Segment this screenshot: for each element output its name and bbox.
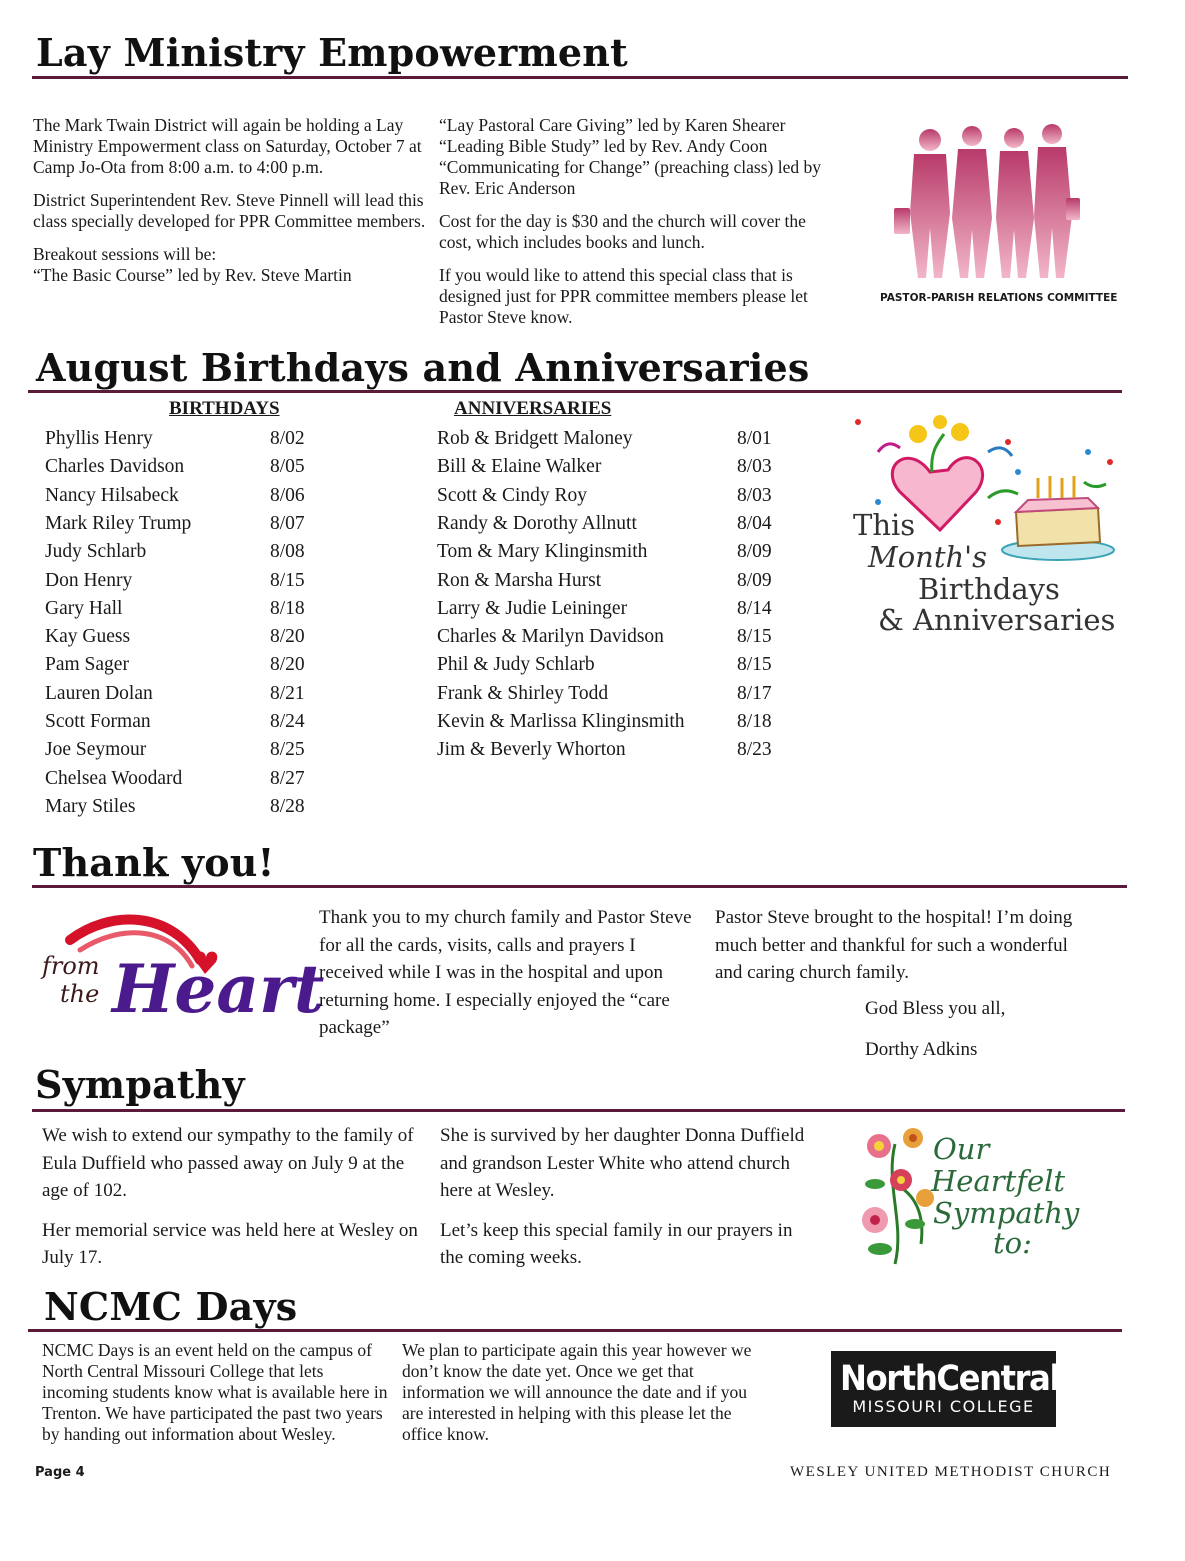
lay-paragraph: “The Basic Course” led by Rev. Steve Martin [33,265,352,285]
birthdays-heading: BIRTHDAYS [169,398,280,419]
list-item-date: 8/18 [270,597,305,619]
ncmc-logo-line1: NorthCentral [840,1359,1060,1399]
ncmc-logo [831,1351,1060,1427]
list-item-name: Ron & Marsha Hurst [437,569,602,591]
sympathy-paragraph: She is survived by her daughter Donna Duffield and grandson Lester White who attend church here at Wesley. [440,1125,805,1201]
footer-church-name: WESLEY UNITED METHODIST CHURCH [790,1464,1112,1480]
list-item-name: Kay Guess [45,626,131,648]
list-item-date: 8/17 [737,682,772,704]
list-item-name: Judy Schlarb [45,541,147,563]
list-item-name: Scott Forman [45,711,151,732]
birthdays-section-title: August Birthdays and Anniversaries [36,345,810,390]
list-item-name: Phil & Judy Schlarb [437,654,595,676]
clipart-text-line: Heartfelt [931,1164,1066,1198]
flower-bouquet-icon [855,1124,945,1274]
list-item-date: 8/20 [270,626,305,648]
list-item-date: 8/18 [737,711,772,732]
birthday-clipart [848,412,1128,642]
ncmc-rule [28,1329,1122,1332]
lay-paragraph: The Mark Twain District will again be holding a Lay Ministry Empowerment class on Saturday, October 7 at Camp Jo-Ota from 8:00 a.m. to 4:00 p.m. [33,115,422,177]
ppr-figures-icon [880,118,1090,283]
thank-you-column-2 [715,904,1090,987]
ppr-committee-caption: PASTOR-PARISH RELATIONS COMMITTEE [880,292,1118,304]
thank-you-signature: Dorthy Adkins [865,1039,978,1060]
clipart-text-the: the [60,980,100,1008]
thank-you-rule [32,885,1127,888]
list-item-name: Pam Sager [45,654,129,676]
list-item-name: Bill & Elaine Walker [437,456,602,478]
list-item-date: 8/01 [737,428,772,449]
list-item-date: 8/23 [737,739,772,761]
page-number: Page 4 [35,1465,85,1480]
ppr-committee-logo [880,118,1118,308]
lay-session: “Lay Pastoral Care Giving” led by Karen Shearer [439,115,786,135]
list-item-date: 8/27 [270,767,305,789]
list-item-name: Frank & Shirley Todd [437,682,609,704]
lay-paragraph: District Superintendent Rev. Steve Pinnell will lead this class specially developed for PPR Committee members. [33,190,426,231]
list-item-date: 8/15 [270,569,305,591]
list-item-date: 8/24 [270,711,305,732]
birthdays-section-rule [28,390,1122,393]
sympathy-clipart [855,1124,1080,1274]
list-item-name: Larry & Judie Leininger [437,597,628,619]
list-item-name: Scott & Cindy Roy [437,484,588,506]
list-item-date: 8/07 [270,512,305,534]
ncmc-column-2 [402,1340,757,1445]
list-item-name: Don Henry [45,569,133,591]
lay-ministry-column-1 [33,115,428,286]
list-item-name: Nancy Hilsabeck [45,484,179,506]
list-item-date: 8/08 [270,541,305,563]
list-item-name: Chelsea Woodard [45,767,183,789]
list-item-name: Mary Stiles [45,795,136,817]
list-item-date: 8/09 [737,541,772,563]
list-item-name: Joe Seymour [45,739,147,761]
list-item-date: 8/05 [270,456,305,478]
sympathy-paragraph: We wish to extend our sympathy to the family of Eula Duffield who passed away on July 9 at the age of 102. [42,1125,414,1201]
lay-ministry-column-2 [439,115,839,340]
list-item-date: 8/09 [737,569,772,591]
list-item-name: Gary Hall [45,597,123,619]
thank-you-column-1 [319,904,694,1042]
sympathy-paragraph: Let’s keep this special family in our prayers in the coming weeks. [440,1219,793,1268]
clipart-text-line: Birthdays [918,572,1060,606]
ncmc-text: NCMC Days is an event held on the campus of North Central Missouri College that lets incoming students know what is available here in Trenton. We have participated the past two years by handing out information about Wesley. [42,1340,388,1444]
list-item-name: Phyllis Henry [45,428,153,449]
sympathy-column-1 [42,1122,422,1284]
thank-you-title: Thank you! [33,840,275,885]
list-item-name: Mark Riley Trump [45,512,192,534]
ncmc-logo-line2: MISSOURI COLLEGE [852,1397,1035,1416]
ncmc-title: NCMC Days [44,1284,298,1329]
lay-ministry-rule [32,76,1128,79]
clipart-text-from: from [42,952,100,980]
list-item-date: 8/28 [270,795,305,817]
lay-paragraph: If you would like to attend this special class that is designed just for PPR committee members please let Pastor Steve know. [439,265,808,327]
list-item-date: 8/14 [737,597,772,619]
lay-paragraph: Breakout sessions will be: [33,244,217,264]
list-item-name: Randy & Dorothy Allnutt [437,512,637,534]
sympathy-title: Sympathy [35,1062,245,1107]
from-the-heart-clipart [40,910,325,1040]
list-item-date: 8/25 [270,739,305,761]
list-item-date: 8/15 [737,654,772,676]
list-item-date: 8/02 [270,428,305,449]
list-item-date: 8/04 [737,512,772,534]
sympathy-paragraph: Her memorial service was held here at Wesley on July 17. [42,1219,418,1268]
thank-you-text: Pastor Steve brought to the hospital! I’m doing much better and thankful for such a wonderful and caring church family. [715,907,1073,983]
list-item-date: 8/03 [737,484,772,506]
list-item-date: 8/06 [270,484,305,506]
sympathy-rule [32,1109,1125,1112]
clipart-text-line: Sympathy [933,1196,1080,1230]
lay-paragraph: Cost for the day is $30 and the church will cover the cost, which includes books and lunch. [439,211,806,252]
list-item-name: Jim & Beverly Whorton [437,739,626,761]
list-item-name: Kevin & Marlissa Klinginsmith [437,711,685,732]
thank-you-text: Thank you to my church family and Pastor Steve for all the cards, visits, calls and prayers I received while I was in the hospital and upon returning home. I especially enjoyed the “care package” [319,907,692,1038]
clipart-text-line: This [853,508,916,542]
clipart-text-line: & Anniversaries [878,603,1116,637]
clipart-text-line: Our [933,1132,990,1166]
list-item-date: 8/20 [270,654,305,676]
sympathy-column-2 [440,1122,815,1284]
list-item-name: Rob & Bridgett Maloney [437,428,633,449]
list-item-date: 8/03 [737,456,772,478]
lay-session: “Leading Bible Study” led by Rev. Andy Coon [439,136,768,156]
thank-you-closing: God Bless you all, [865,998,1006,1019]
lay-ministry-title: Lay Ministry Empowerment [36,30,628,75]
clipart-text-line: Month's [868,540,988,574]
list-item-date: 8/15 [737,626,772,648]
ncmc-text: We plan to participate again this year however we don’t know the date yet. Once we get that information we will announce the date and if you are interested in helping with this please let the office know. [402,1340,752,1444]
clipart-text-heart: Heart [112,950,325,1028]
list-item-name: Lauren Dolan [45,682,153,704]
list-item-name: Charles & Marilyn Davidson [437,626,664,648]
list-item-name: Tom & Mary Klinginsmith [437,541,648,563]
list-item-name: Charles Davidson [45,456,185,478]
lay-session: “Communicating for Change” (preaching class) led by Rev. Eric Anderson [439,157,821,198]
anniversaries-heading: ANNIVERSARIES [454,398,612,419]
ncmc-column-1 [42,1340,392,1445]
list-item-date: 8/21 [270,682,305,704]
clipart-text-line: to: [993,1226,1032,1260]
